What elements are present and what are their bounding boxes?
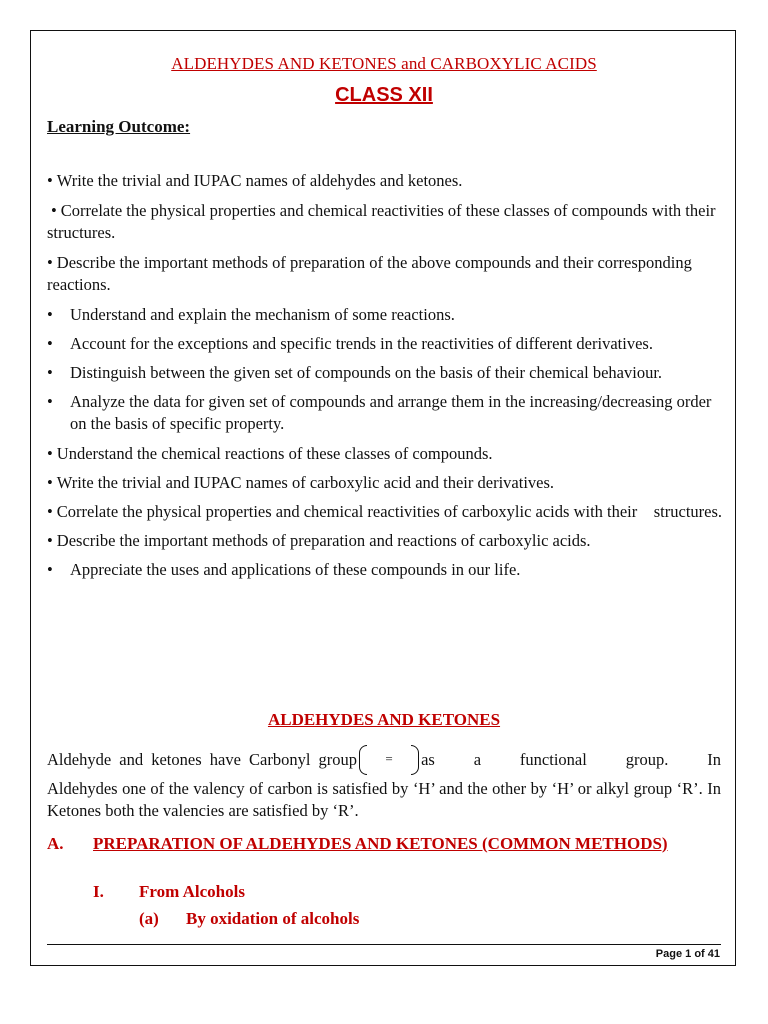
section-heading: ALDEHYDES AND KETONES [267, 710, 501, 729]
page-number: Page 1 of 41 [655, 948, 720, 960]
formula-symbol: = [385, 750, 393, 766]
intro-paragraph [47, 745, 721, 822]
list-item: • Correlate the physical properties and chemical reactivities of carboxylic acids with their structures. [47, 501, 727, 523]
class-title: CLASS XII [335, 84, 433, 106]
carbonyl-formula [359, 745, 419, 775]
intro-text-after: as a functional group. In [421, 750, 721, 769]
list-item: • Describe the important methods of preparation and reactions of carboxylic acids. [47, 530, 727, 552]
footer-divider [47, 944, 721, 945]
prep-title: PREPARATION OF ALDEHYDES AND KETONES (COMMON METHODS) [93, 834, 668, 853]
learning-outcome-heading: Learning Outcome: [47, 117, 191, 136]
learning-outcome-list [47, 170, 727, 581]
list-item: • Describe the important methods of preparation of the above compounds and their corresponding reactions. [47, 252, 727, 296]
intro-text-rest: Aldehydes one of the valency of carbon is satisfied by ‘H’ and the other by ‘H’ or alkyl group ‘R’. In Ketones both the valencies are satisfied by ‘R’. [47, 779, 721, 820]
subheading-from-alcohols: From Alcohols [139, 882, 245, 901]
list-item: • Distinguish between the given set of compounds on the basis of their chemical behaviour. [47, 362, 727, 384]
prep-label: A. [47, 834, 64, 853]
subheading-label: (a) [139, 909, 159, 928]
list-item: • Write the trivial and IUPAC names of carboxylic acid and their derivatives. [47, 472, 727, 494]
list-item: • Understand the chemical reactions of these classes of compounds. [47, 443, 727, 465]
subheading-label: I. [93, 882, 104, 901]
list-item: • Appreciate the uses and applications of these compounds in our life. [47, 559, 727, 581]
list-item: • Write the trivial and IUPAC names of aldehydes and ketones. [47, 170, 727, 192]
list-item: • Account for the exceptions and specific trends in the reactivities of different derivatives. [47, 333, 727, 355]
list-item: • Analyze the data for given set of compounds and arrange them in the increasing/decreasing order on the basis of specific property. [47, 391, 727, 435]
subheading-oxidation: By oxidation of alcohols [186, 909, 360, 928]
list-item: • Correlate the physical properties and chemical reactivities of these classes of compounds with their structures. [47, 200, 727, 244]
document-title: ALDEHYDES AND KETONES and CARBOXYLIC ACIDS [171, 54, 597, 73]
intro-text-before: Aldehyde and ketones have Carbonyl group [47, 750, 358, 769]
list-item: • Understand and explain the mechanism of some reactions. [47, 304, 727, 326]
right-paren-icon [411, 745, 419, 775]
